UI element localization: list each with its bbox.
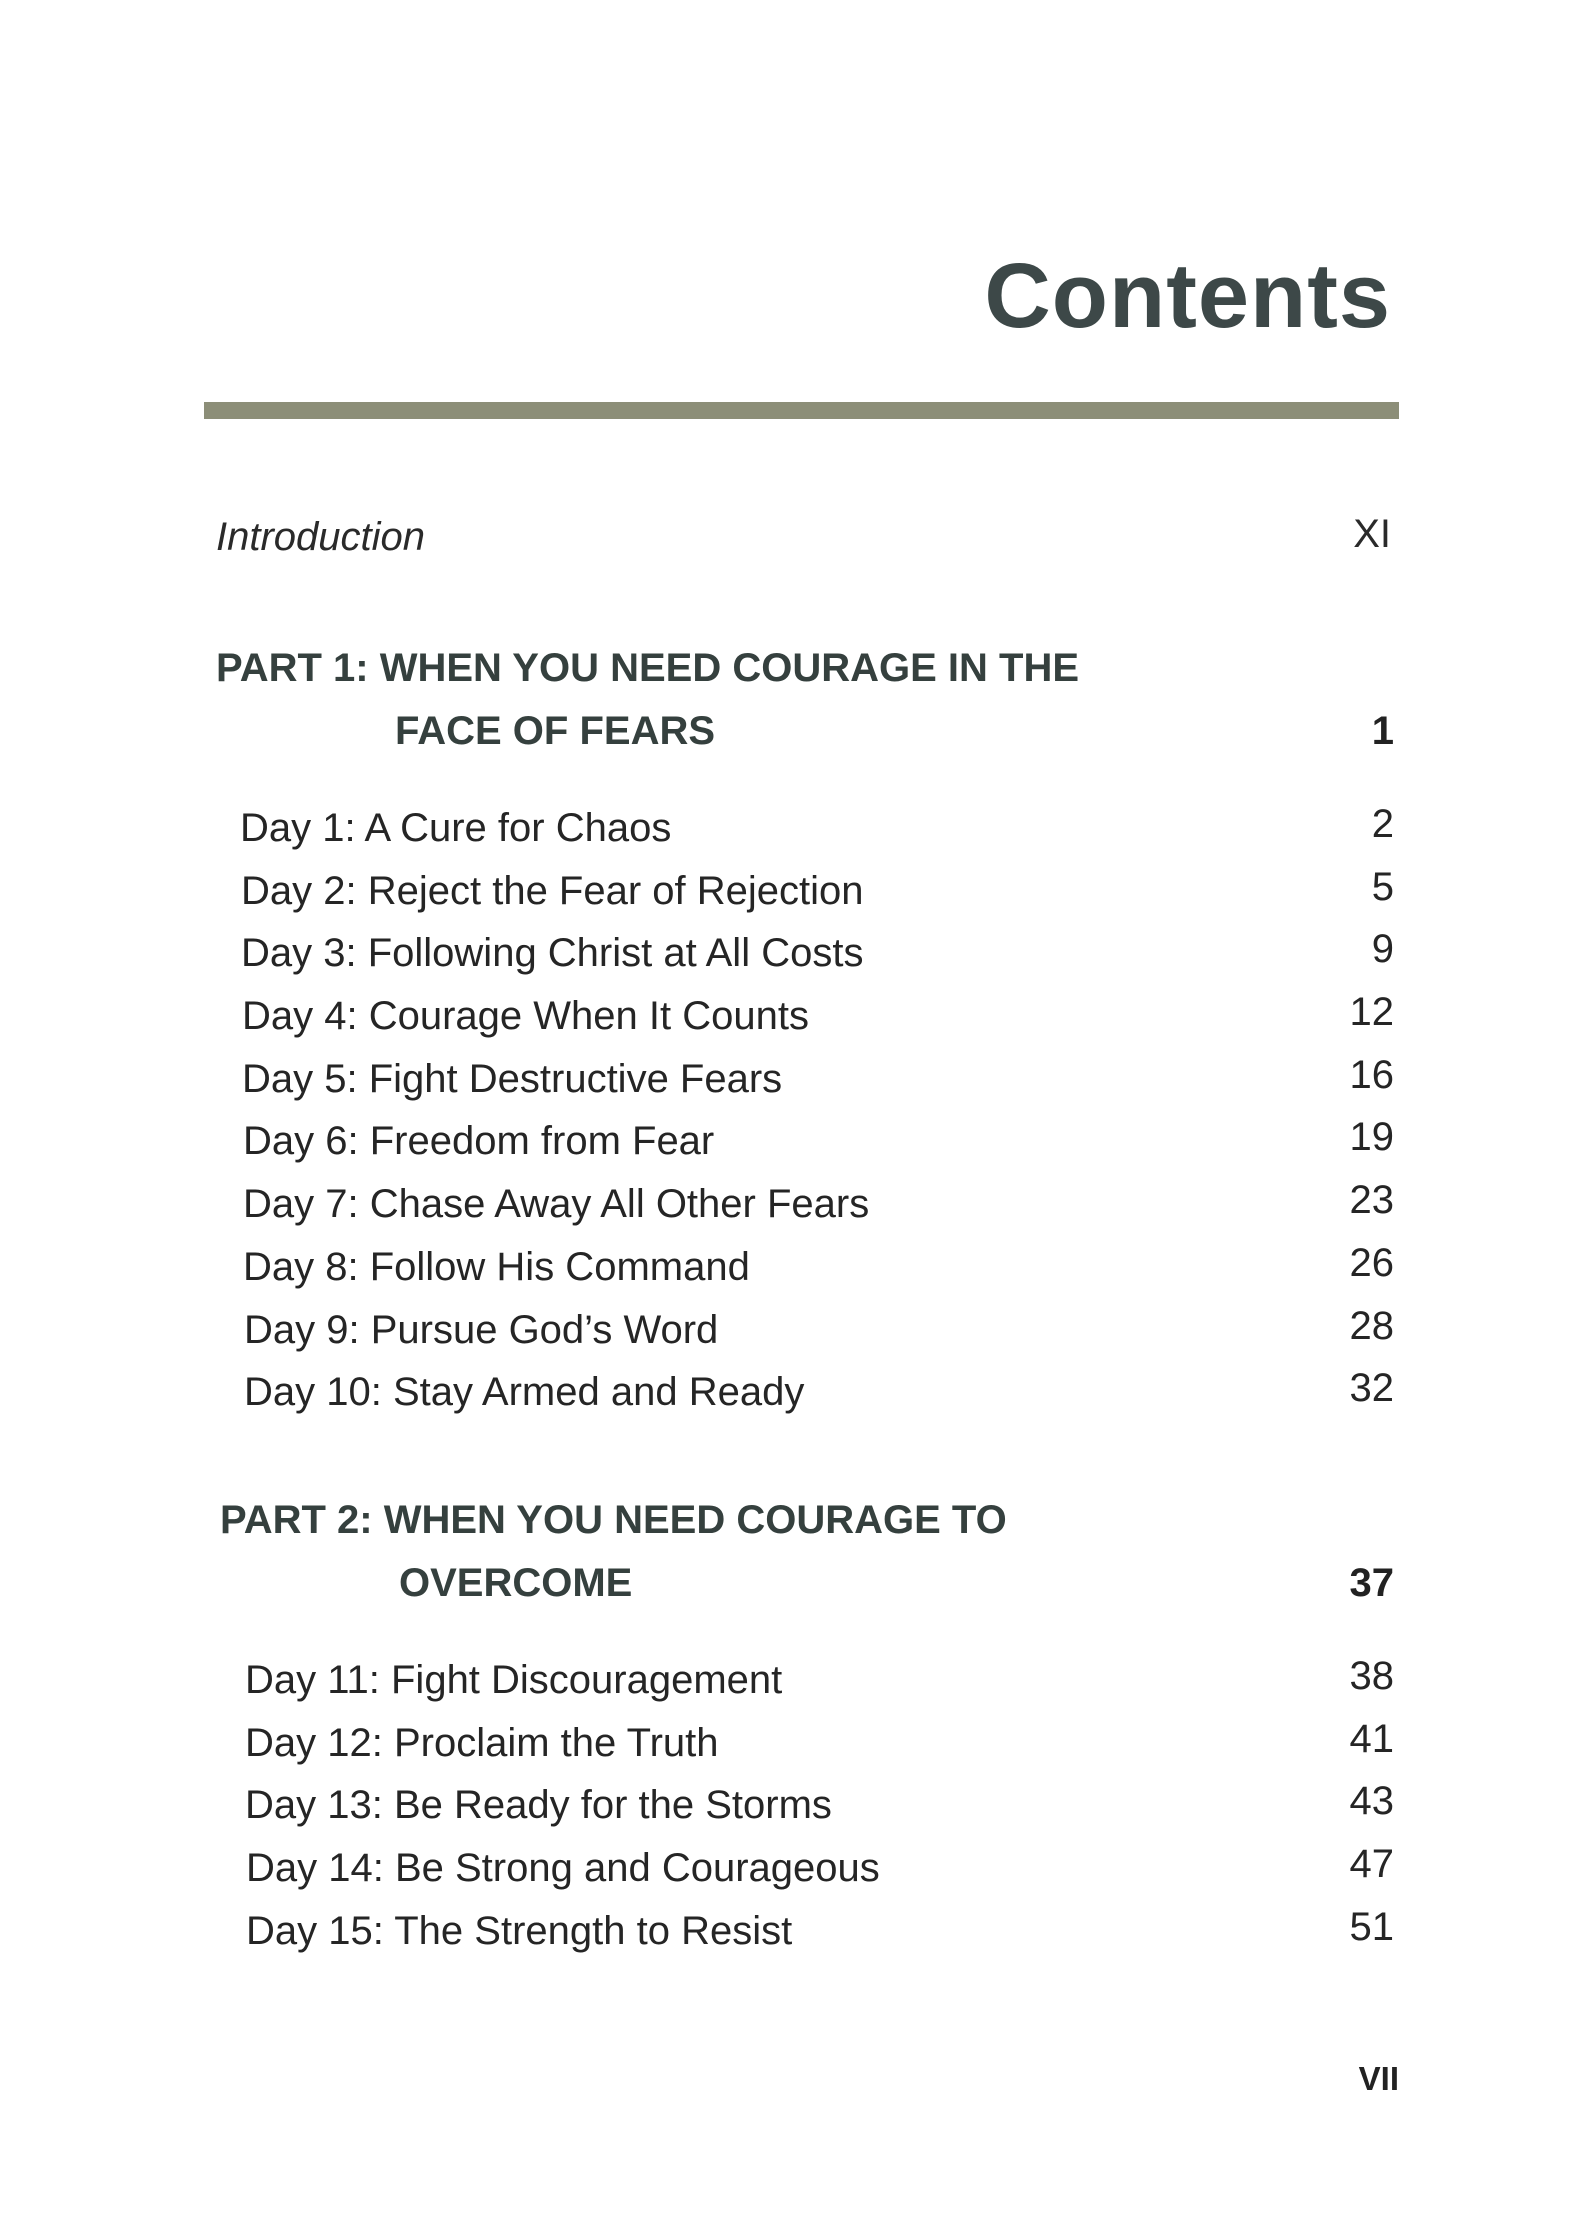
page-title: Contents bbox=[984, 245, 1391, 347]
toc-entry-page: 51 bbox=[1349, 1904, 1394, 1949]
toc-entry-page: 28 bbox=[1349, 1303, 1394, 1348]
toc-entry-label: Day 10: Stay Armed and Ready bbox=[244, 1370, 805, 1415]
toc-entry-label: Day 1: A Cure for Chaos bbox=[240, 806, 672, 850]
toc-entry-page: XI bbox=[1353, 512, 1391, 556]
toc-entry[interactable] bbox=[0, 1240, 1587, 1308]
part-1-entry-list bbox=[0, 802, 1587, 1433]
toc-entry-page: 23 bbox=[1349, 1178, 1394, 1223]
toc-entry-page: 12 bbox=[1349, 990, 1394, 1035]
toc-entry-label: Day 8: Follow His Command bbox=[243, 1244, 750, 1289]
part-title-line-1: PART 2: WHEN YOU NEED COURAGE TO bbox=[220, 1498, 1007, 1542]
toc-entry-label: Day 3: Following Christ at All Costs bbox=[241, 931, 864, 976]
toc-entry-label: Day 12: Proclaim the Truth bbox=[245, 1720, 719, 1765]
toc-entry-label: Day 11: Fight Discouragement bbox=[245, 1658, 783, 1702]
toc-entry[interactable] bbox=[0, 802, 1587, 869]
toc-entry-page: 38 bbox=[1349, 1654, 1394, 1698]
toc-entry[interactable] bbox=[0, 1716, 1587, 1784]
toc-entry-page: 5 bbox=[1371, 864, 1394, 909]
toc-entry[interactable] bbox=[0, 864, 1587, 932]
page-number: VII bbox=[1358, 2060, 1399, 2097]
toc-entry-label: Day 13: Be Ready for the Storms bbox=[245, 1783, 832, 1828]
toc-entry-label: Day 7: Chase Away All Other Fears bbox=[243, 1182, 870, 1227]
toc-entry[interactable] bbox=[0, 990, 1587, 1057]
toc-entry-page: 9 bbox=[1371, 927, 1394, 972]
toc-entry[interactable] bbox=[0, 1052, 1587, 1120]
toc-entry[interactable] bbox=[0, 1178, 1587, 1245]
part-title-line-1: PART 1: WHEN YOU NEED COURAGE IN THE bbox=[216, 646, 1080, 690]
toc-entry-label: Introduction bbox=[216, 515, 426, 559]
part-title-line-2: FACE OF FEARS bbox=[395, 709, 716, 753]
toc-entry-label: Day 9: Pursue God’s Word bbox=[244, 1307, 719, 1352]
toc-entry[interactable] bbox=[0, 1904, 1587, 1972]
part-title[interactable] bbox=[220, 1489, 1007, 1615]
toc-entry-label: Day 15: The Strength to Resist bbox=[246, 1908, 793, 1953]
toc-entry[interactable] bbox=[0, 1779, 1587, 1846]
toc-entry-page: 19 bbox=[1349, 1115, 1394, 1160]
toc-entry[interactable] bbox=[0, 1366, 1587, 1433]
toc-entry-page: 26 bbox=[1349, 1240, 1394, 1285]
part-title[interactable] bbox=[216, 637, 1079, 763]
part-2-entry-list bbox=[0, 1654, 1587, 1971]
part-page: 37 bbox=[1349, 1561, 1394, 1605]
toc-entry-page: 47 bbox=[1349, 1842, 1394, 1887]
toc-entry[interactable] bbox=[0, 1654, 1587, 1721]
part-title-line-2: OVERCOME bbox=[399, 1561, 633, 1605]
toc-entry-page: 43 bbox=[1349, 1779, 1394, 1824]
toc-entry[interactable] bbox=[0, 1842, 1587, 1909]
toc-entry[interactable] bbox=[0, 1303, 1587, 1371]
title-rule bbox=[204, 402, 1399, 419]
toc-entry-page: 2 bbox=[1371, 802, 1394, 846]
toc-entry[interactable] bbox=[0, 927, 1587, 994]
toc-entry-page: 41 bbox=[1349, 1716, 1394, 1761]
toc-entry-label: Day 14: Be Strong and Courageous bbox=[246, 1846, 880, 1891]
part-page: 1 bbox=[1371, 709, 1394, 753]
toc-entry-label: Day 6: Freedom from Fear bbox=[243, 1119, 715, 1164]
toc-entry-page: 32 bbox=[1349, 1366, 1394, 1411]
toc-entry-label: Day 4: Courage When It Counts bbox=[242, 994, 809, 1039]
toc-entry-label: Day 5: Fight Destructive Fears bbox=[242, 1056, 783, 1101]
toc-entry[interactable] bbox=[0, 1115, 1587, 1182]
toc-entry-label: Day 2: Reject the Fear of Rejection bbox=[241, 868, 864, 913]
toc-entry-page: 16 bbox=[1349, 1052, 1394, 1097]
